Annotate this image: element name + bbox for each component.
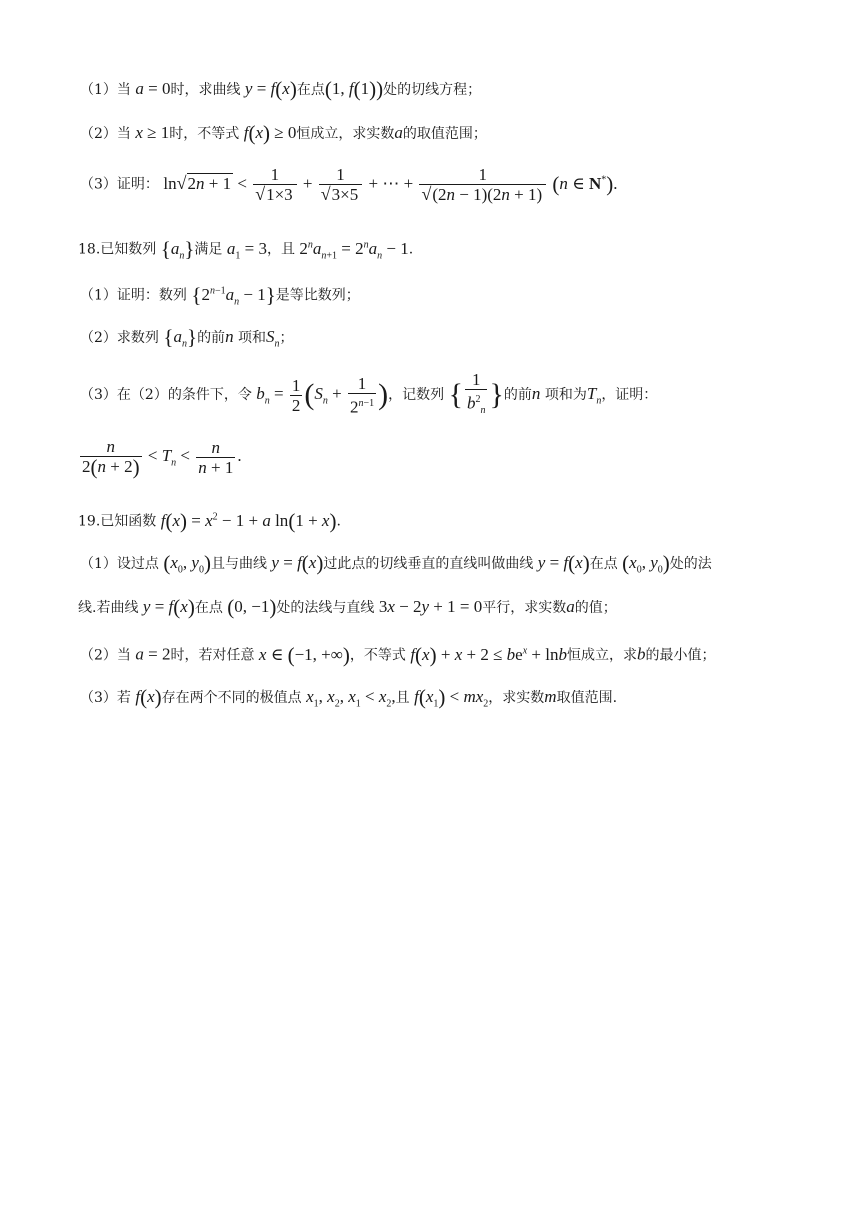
q18-part3-inequality: $\frac{n}{2(n + 2)}$ < $T_n$ < $\frac{n}{n + 1}$ . (82, 437, 242, 480)
q19-part2: （2）当 a = 2时，若对任意 x ∈ (−1, +∞)，不等式 $f(x) + x + 2 \le be^x + \ln b$恒成立，求b的最小值； (80, 642, 716, 667)
q18-part3: （3）在（2）的条件下，令 $b_n$ = $\frac{1}{2}$ ($S_n$ + $\frac{1}{2^{n-1}}$ )，记数列 { $\frac{1}{b^2_n}$ }的前n 项和为$T_n$，证明： (80, 370, 800, 424)
q17-part2: （2）当 x ≥ 1时，不等式 f(x) ≥ 0恒成立，求实数a的取值范围； (80, 121, 487, 145)
q19-part3: （3）若 f(x)存在两个不同的极值点 $x_1$, $x_2$, $x_1 < x_2$,且 $f(x_1) < mx_2$，求实数m取值范围. (80, 685, 618, 710)
q19-part1-cont: 线.若曲线 y = f(x)在点 (0, −1)处的法线与直线 3x − 2y + 1 = 0平行，求实数a的值； (78, 595, 617, 619)
q19-part1: （1）设过点 ($x_0$, $y_0$)且与曲线 y = f(x)过此点的切线垂直的直线叫做曲线 y = f(x)在点 ($x_0$, $y_0$)处的法 (80, 551, 712, 576)
q17-part3: （3）证明： ln√2n + 1 < $\frac{1}{√1\times 3}$ + $\frac{1}{√3\times 5}$ + ⋯ + $\frac{1}{√(2n - 1)(2n + 1)}$ (n ∈ N*). (80, 165, 618, 205)
q18-part2: （2）求数列 $\{a_n\}$的前n 项和$S_n$； (80, 325, 294, 350)
q18-part1: （1）证明：数列 $\{2^{n-1}a_n - 1\}$是等比数列； (80, 282, 360, 308)
q19-stem: 19.已知函数 $f(x) = x^2 - 1 + a$ ln(1 + x). (78, 508, 341, 533)
q17-part1: （1）当 a = 0时，求曲线 y = f(x)在点(1, f(1))处的切线方程； (80, 77, 482, 101)
q18-stem: 18.已知数列 $\{a_n\}$满足 $a_1 = 3$，且 $2^na_{n+1} = 2^na_n - 1$. (78, 236, 414, 262)
